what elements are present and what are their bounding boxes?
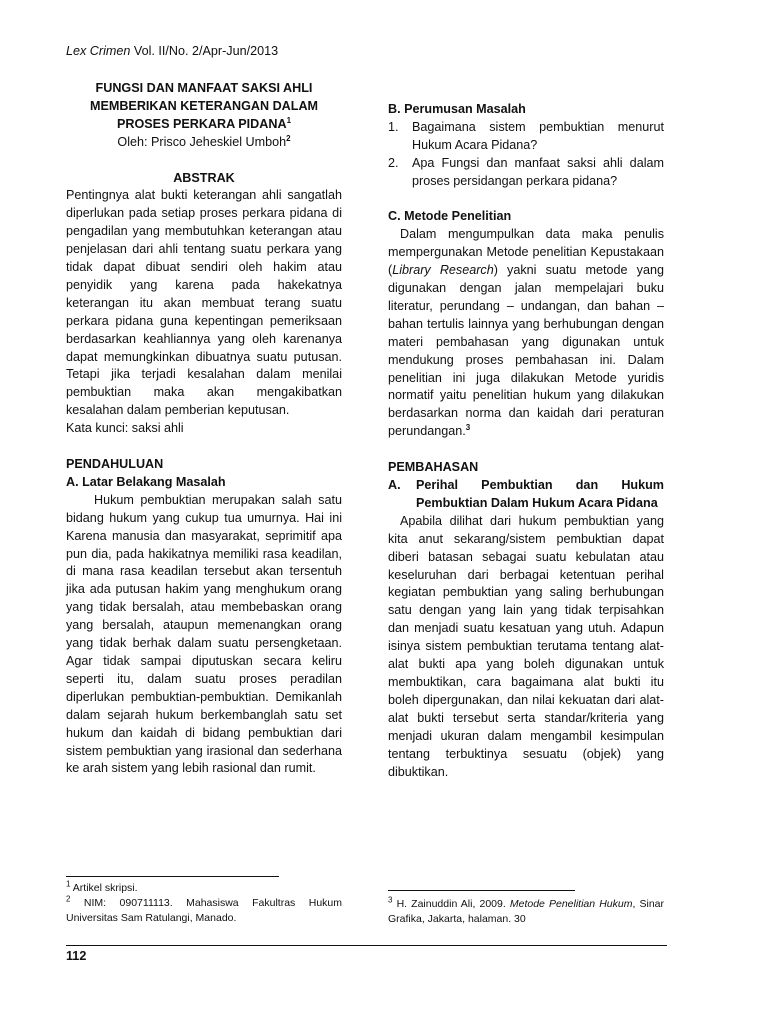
metode-heading: C. Metode Penelitian xyxy=(388,209,512,224)
item-number: 2. xyxy=(388,155,399,170)
footnote-3-author: H. Zainuddin Ali, 2009. xyxy=(396,898,506,910)
metode-text-part1: Dalam mengumpulkan data maka penulis mempergunakan Metode penelitian Kepustakaan ( xyxy=(388,227,664,278)
perumusan-item xyxy=(388,155,664,191)
footnotes-left xyxy=(66,881,342,926)
footnote-1-number: 1 xyxy=(66,879,71,889)
footnote-2-text: NIM: 090711113. Mahasiswa Fakultras Hukum Universitas Sam Ratulangi, Manado. xyxy=(66,897,342,924)
left-column xyxy=(66,80,342,778)
right-column xyxy=(388,101,664,781)
footnote-3-title: Metode Penelitian Hukum xyxy=(509,898,633,910)
title-line-3-text: PROSES PERKARA PIDANA xyxy=(116,116,287,131)
article-title xyxy=(66,80,342,134)
title-line-3 xyxy=(66,116,342,134)
page-number: 112 xyxy=(66,949,87,963)
footnote-rule-left xyxy=(66,876,279,877)
footnote-3-rest: , Sinar Grafika, Jakarta, halaman. 30 xyxy=(388,898,665,925)
title-footnote-marker[interactable]: 1 xyxy=(286,115,292,125)
title-line-1: FUNGSI DAN MANFAAT SAKSI AHLI xyxy=(95,81,313,95)
keywords: Kata kunci: saksi ahli xyxy=(66,421,184,436)
footnote-1-text: Artikel skripsi. xyxy=(72,882,138,894)
perumusan-list xyxy=(388,119,664,191)
footnote-2-number: 2 xyxy=(66,894,71,904)
pendahuluan-text: Hukum pembuktian merupakan salah satu bidang hukum yang cukup tua umurnya. Hai ini Karena manusia dan masyarakat, seprimitif apa pun dia, pada hakikatnya memiliki rasa keadilan, di mana rasa keadilan tersebut akan tersentuh jika ada putusan hakim yang menghukum orang yang tidak bersalah, atau membebaskan orang yang bersalah, ataupun memenangkan orang yang tidak berhak dalam suatu persengketaan. Agar tidak sampai diputuskan secara keliru seperti itu, dalam suatu proses peradilan diperlukan pembuktian-pembuktian. Demikanlah dalam sejarah hukum berkembanglah satu set hukum dan kaidah di bidang pembuktian dari sistem pembuktian yang irasional dan sederhana ke arah sistem yang lebih rasional dan rumit. xyxy=(66,492,342,776)
pembahasan-subheading xyxy=(388,477,664,513)
footnote-rule-right xyxy=(388,890,575,891)
footnote-3-number: 3 xyxy=(388,895,393,905)
metode-footnote-marker[interactable]: 3 xyxy=(465,423,471,433)
page-bottom-rule xyxy=(66,945,667,946)
item-text: Bagaimana sistem pembuktian menurut Hukum Acara Pidana? xyxy=(412,119,664,152)
journal-name: Lex Crimen xyxy=(66,44,131,58)
running-header xyxy=(66,44,278,58)
abstract-text: Pentingnya alat bukti keterangan ahli sangatlah diperlukan pada setiap proses perkara pidana di pengadilan yang membutuhkan keterangan atau penjelasan dari ahli tentang suatu perkara yang tidak dapat dibuat sendiri oleh hakim atau penyidik yang karena pada hakekatnya keterangan itu akan membuat terang suatu perkara pidana guna kepentingan pemeriksaan berdasarkan keahliannya yang oleh karenanya dapat memungkinkan dibuatnya suatu putusan. Tetapi jika terjadi kesalahan dalam menilai pembuktian maka akan mengakibatkan kesalahan dalam pemberian keputusan. xyxy=(66,188,342,418)
item-number: 1. xyxy=(388,119,399,134)
metode-text-part2: ) yakni suatu metode yang digunakan dengan jalan mempelajari buku literatur, perundang – undangan, dan bahan – bahan tertulis lainnya yang berhubungan dengan materi pembahasan yang digunakan untuk mendukung proses pembahasan ini. Dalam penelitian ini juga dilakukan Metode yuridis normatif yaitu penelitian hukum yang dilakukan berdasarkan norma dan kaidah dari peraturan perundangan. xyxy=(388,263,664,439)
abstract-heading: ABSTRAK xyxy=(173,170,235,185)
author-line xyxy=(66,134,342,152)
metode-text xyxy=(388,226,664,441)
latar-belakang-heading: A. Latar Belakang Masalah xyxy=(66,474,226,489)
footnote-2 xyxy=(66,896,342,926)
pembahasan-text: Apabila dilihat dari hukum pembuktian yang kita anut sekarang/sistem pembuktian dapat diberi batasan sebagai suatu kebulatan atau keseluruhan dari berbagai ketentuan perihal kegiatan pembuktian yang saling berhubungan satu dengan yang lain yang tidak terpisahkan dan menjadi suatu kesatuan yang utuh. Adapun isinya sistem pembuktian terutama tentang alat-alat bukti apa yang boleh digunakan untuk membuktikan, cara bagaimana alat bukti itu boleh dipergunakan, dan nilai kekuatan dari alat-alat bukti tersebut serta standar/kriteria yang menjadi ukuran dalam mengambil kesimpulan tentang terbuktinya sesuatu (objek) yang dibuktikan. xyxy=(388,513,664,779)
subheading-letter: A. xyxy=(388,478,401,492)
subheading-title: Perihal Pembuktian dan Hukum Pembuktian Dalam Hukum Acara Pidana xyxy=(416,478,664,510)
footnote-3 xyxy=(388,897,664,927)
library-research-term: Library Research xyxy=(392,263,494,278)
item-text: Apa Fungsi dan manfaat saksi ahli dalam proses persidangan perkara pidana? xyxy=(412,155,664,188)
perumusan-item xyxy=(388,119,664,155)
title-line-2: MEMBERIKAN KETERANGAN DALAM xyxy=(89,98,319,113)
pembahasan-heading: PEMBAHASAN xyxy=(388,460,479,475)
author-name: Oleh: Prisco Jeheskiel Umboh xyxy=(117,134,287,149)
pendahuluan-heading: PENDAHULUAN xyxy=(66,457,164,471)
journal-volume: Vol. II/No. 2/Apr-Jun/2013 xyxy=(133,44,279,58)
perumusan-heading: B. Perumusan Masalah xyxy=(388,102,526,116)
footnotes-right xyxy=(388,897,664,927)
author-footnote-marker[interactable]: 2 xyxy=(286,133,291,143)
footnote-1 xyxy=(66,881,342,896)
